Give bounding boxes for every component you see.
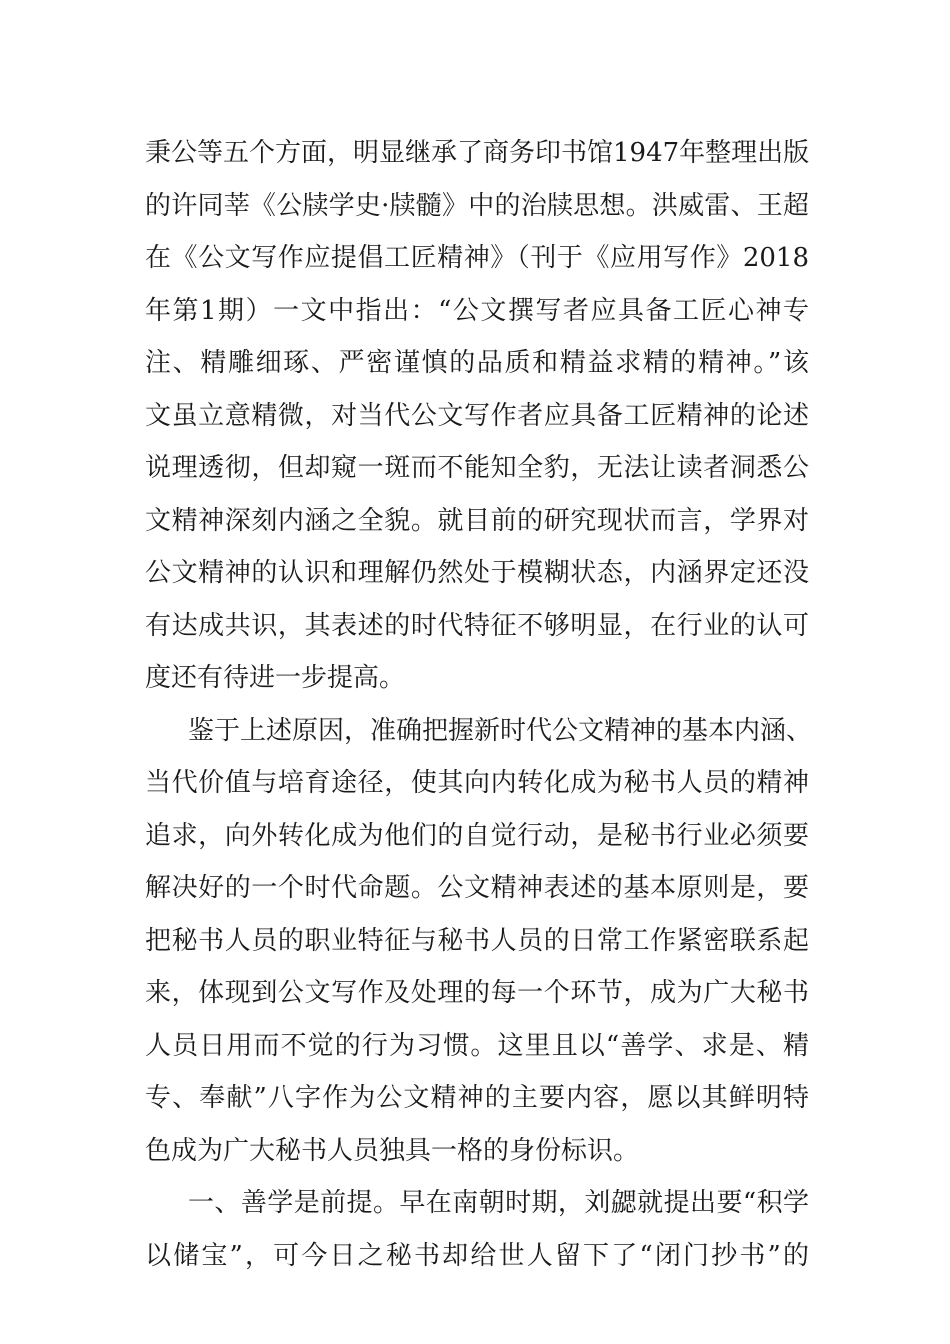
text-line: 注、精雕细琢、严密谨慎的品质和精益求精的精神。”该 [145,348,809,378]
text-line: 来，体现到公文写作及处理的每一个环节，成为广大秘书 [145,978,809,1008]
text-line: 说理透彻，但却窥一斑而不能知全豹，无法让读者洞悉公 [145,453,809,483]
document-body [145,127,813,1282]
text-line: 有达成共识，其表述的时代特征不够明显，在行业的认可 [145,610,809,641]
text-line: 年第1期）一文中指出：“公文撰写者应具备工匠心神专 [145,295,809,326]
text-line: 度还有待进一步提高。 [145,663,406,693]
paragraph [145,1177,809,1282]
text-line: 文虽立意精微，对当代公文写作者应具备工匠精神的论述 [145,400,809,431]
text-line: 在《公文写作应提倡工匠精神》（刊于《应用写作》2018 [145,243,809,273]
text-line: 文精神深刻内涵之全貌。就目前的研究现状而言，学界对 [145,505,809,536]
text-line: 把秘书人员的职业特征与秘书人员的日常工作紧密联系起 [145,925,809,956]
text-line: 色成为广大秘书人员独具一格的身份标识。 [145,1135,640,1166]
text-line: 的许同莘《公牍学史·牍髓》中的治牍思想。洪威雷、王超 [145,190,809,221]
paragraph [145,705,813,1178]
text-line: 公文精神的认识和理解仍然处于模糊状态，内涵界定还没 [145,558,809,588]
text-line: 当代价值与培育途径，使其向内转化成为秘书人员的精神 [145,768,809,798]
text-line: 解决好的一个时代命题。公文精神表述的基本原则是，要 [145,873,809,903]
text-line: 人员日用而不觉的行为习惯。这里且以“善学、求是、精 [145,1030,809,1061]
text-line: 鉴于上述原因，准确把握新时代公文精神的基本内涵、 [188,715,813,746]
text-line: 秉公等五个方面，明显继承了商务印书馆1947年整理出版 [145,138,810,168]
text-line: 追求，向外转化成为他们的自觉行动，是秘书行业必须要 [145,820,809,851]
text-line: 一、善学是前提。早在南朝时期，刘勰就提出要“积学 [188,1188,809,1218]
text-line: 以储宝”，可今日之秘书却给世人留下了“闭门抄书”的 [145,1240,809,1271]
paragraph-continuation [145,127,809,705]
text-line: 专、奉献”八字作为公文精神的主要内容，愿以其鲜明特 [145,1083,809,1113]
